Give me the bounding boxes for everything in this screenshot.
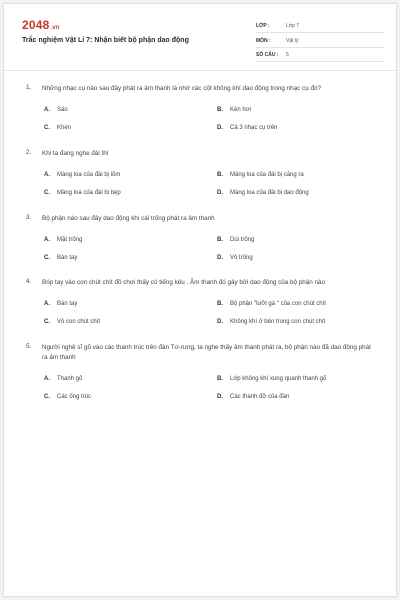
question-text: Khi ta đang nghe đài thì — [42, 150, 109, 157]
option-a[interactable] — [44, 171, 217, 179]
option-text: Dùi trống — [230, 237, 255, 243]
option-text: Màng loa của đài bị dao động — [230, 190, 309, 196]
question-4 — [4, 278, 396, 326]
option-c[interactable] — [44, 189, 217, 197]
option-list — [42, 236, 378, 262]
option-text: Lớp không khí xung quanh thanh gõ — [230, 376, 327, 382]
option-b[interactable] — [217, 375, 378, 383]
option-a[interactable] — [44, 375, 217, 383]
option-letter: C. — [44, 394, 50, 400]
option-b[interactable] — [217, 236, 378, 244]
option-text: Sáo — [57, 107, 68, 113]
option-text: Khèn — [57, 125, 72, 131]
meta-info — [256, 20, 384, 64]
option-b[interactable] — [217, 171, 378, 179]
meta-label-count: SỐ CÂU : — [256, 52, 279, 58]
option-text: Vỏ con chút chít — [57, 319, 101, 325]
logo-suffix: .vn — [50, 25, 60, 31]
option-letter: B. — [217, 172, 223, 178]
option-letter: D. — [217, 255, 223, 261]
option-d[interactable] — [217, 318, 378, 326]
option-c[interactable] — [44, 124, 217, 132]
option-text: Các ống trúc — [57, 394, 92, 400]
option-letter: A. — [44, 301, 50, 307]
option-b[interactable] — [217, 300, 378, 308]
meta-value-subject: Vật lý — [286, 37, 299, 44]
question-text: Bộ phận nào sau đây dao động khi cái trống phát ra âm thanh — [42, 215, 215, 222]
option-c[interactable] — [44, 318, 217, 326]
meta-value-class: Lớp 7 — [286, 23, 300, 29]
option-letter: A. — [44, 237, 50, 243]
option-text: Kèn hơi — [230, 107, 251, 113]
meta-label-subject: MÔN : — [256, 37, 271, 44]
option-text: Thanh gõ — [57, 376, 83, 382]
option-list — [42, 171, 378, 197]
question-number: 4. — [26, 278, 32, 285]
meta-row-subject — [256, 35, 384, 48]
meta-row-class — [256, 20, 384, 33]
option-text: Bàn tay — [57, 255, 78, 261]
question-list — [4, 84, 396, 401]
option-letter: D. — [217, 190, 223, 196]
question-number: 1. — [26, 84, 32, 91]
option-d[interactable] — [217, 254, 378, 262]
option-list — [42, 106, 378, 132]
option-list — [42, 375, 378, 401]
meta-label-class: LỚP : — [256, 23, 270, 29]
option-letter: C. — [44, 319, 50, 325]
site-logo[interactable] — [22, 18, 60, 32]
option-a[interactable] — [44, 300, 217, 308]
question-text: Những nhạc cụ nào sau đây phát ra âm thanh là nhờ các cột không khí dao động trong nhạc cụ đó? — [42, 85, 321, 92]
option-letter: A. — [44, 376, 50, 382]
worksheet-header — [4, 4, 396, 70]
option-letter: B. — [217, 376, 223, 382]
option-letter: B. — [217, 301, 223, 307]
option-letter: C. — [44, 125, 50, 131]
option-letter: C. — [44, 190, 50, 196]
option-letter: A. — [44, 107, 50, 113]
option-text: Mặt trống — [57, 237, 83, 243]
option-text: Các thanh đỡ của đàn — [230, 394, 290, 400]
question-1 — [4, 84, 396, 132]
option-c[interactable] — [44, 393, 217, 401]
option-text: Màng loa của đài bị bẹp — [57, 190, 121, 196]
option-text: Bàn tay — [57, 301, 78, 307]
option-text: Bộ phận "lưỡi gà " của con chút chít — [230, 301, 326, 307]
option-letter: C. — [44, 255, 50, 261]
option-text: Màng loa của đài bị lõm — [57, 172, 121, 178]
option-c[interactable] — [44, 254, 217, 262]
option-d[interactable] — [217, 393, 378, 401]
option-text: Cả 3 nhạc cụ trên — [230, 125, 278, 131]
option-letter: D. — [217, 319, 223, 325]
option-text: Màng loa của đài bị căng ra — [230, 172, 304, 178]
option-a[interactable] — [44, 106, 217, 114]
option-b[interactable] — [217, 106, 378, 114]
header-divider — [4, 70, 396, 71]
option-d[interactable] — [217, 124, 378, 132]
question-number: 2. — [26, 149, 32, 156]
question-number: 5. — [26, 343, 32, 350]
question-number: 3. — [26, 214, 32, 221]
option-letter: D. — [217, 394, 223, 400]
option-list — [42, 300, 378, 326]
option-letter: B. — [217, 107, 223, 113]
option-letter: D. — [217, 125, 223, 131]
question-text: Người nghệ sĩ gõ vào các thanh trúc trên đàn Tơ-rưng, ta nghe thấy âm thanh phát ra, bộ phận nào đã dao động phát ra âm thanh — [42, 344, 371, 361]
meta-row-count — [256, 49, 384, 62]
page-title: Trắc nghiệm Vật Lí 7: Nhận biết bộ phận dao động — [22, 37, 189, 44]
logo-main: 2048 — [22, 18, 50, 32]
option-letter: B. — [217, 237, 223, 243]
option-text: Vỏ trống — [230, 255, 253, 261]
meta-value-count: 5 — [286, 52, 289, 58]
question-3 — [4, 214, 396, 262]
question-text: Bóp tay vào con chút chít đồ chơi thấy có tiếng kêu . Âm thanh đó gây bởi dao động của bộ phận nào — [42, 279, 326, 286]
option-a[interactable] — [44, 236, 217, 244]
option-letter: A. — [44, 172, 50, 178]
worksheet-page — [3, 3, 397, 597]
question-2 — [4, 149, 396, 197]
question-5 — [4, 343, 396, 401]
option-text: Không khí ở bên trong con chút chít — [230, 319, 326, 325]
option-d[interactable] — [217, 189, 378, 197]
